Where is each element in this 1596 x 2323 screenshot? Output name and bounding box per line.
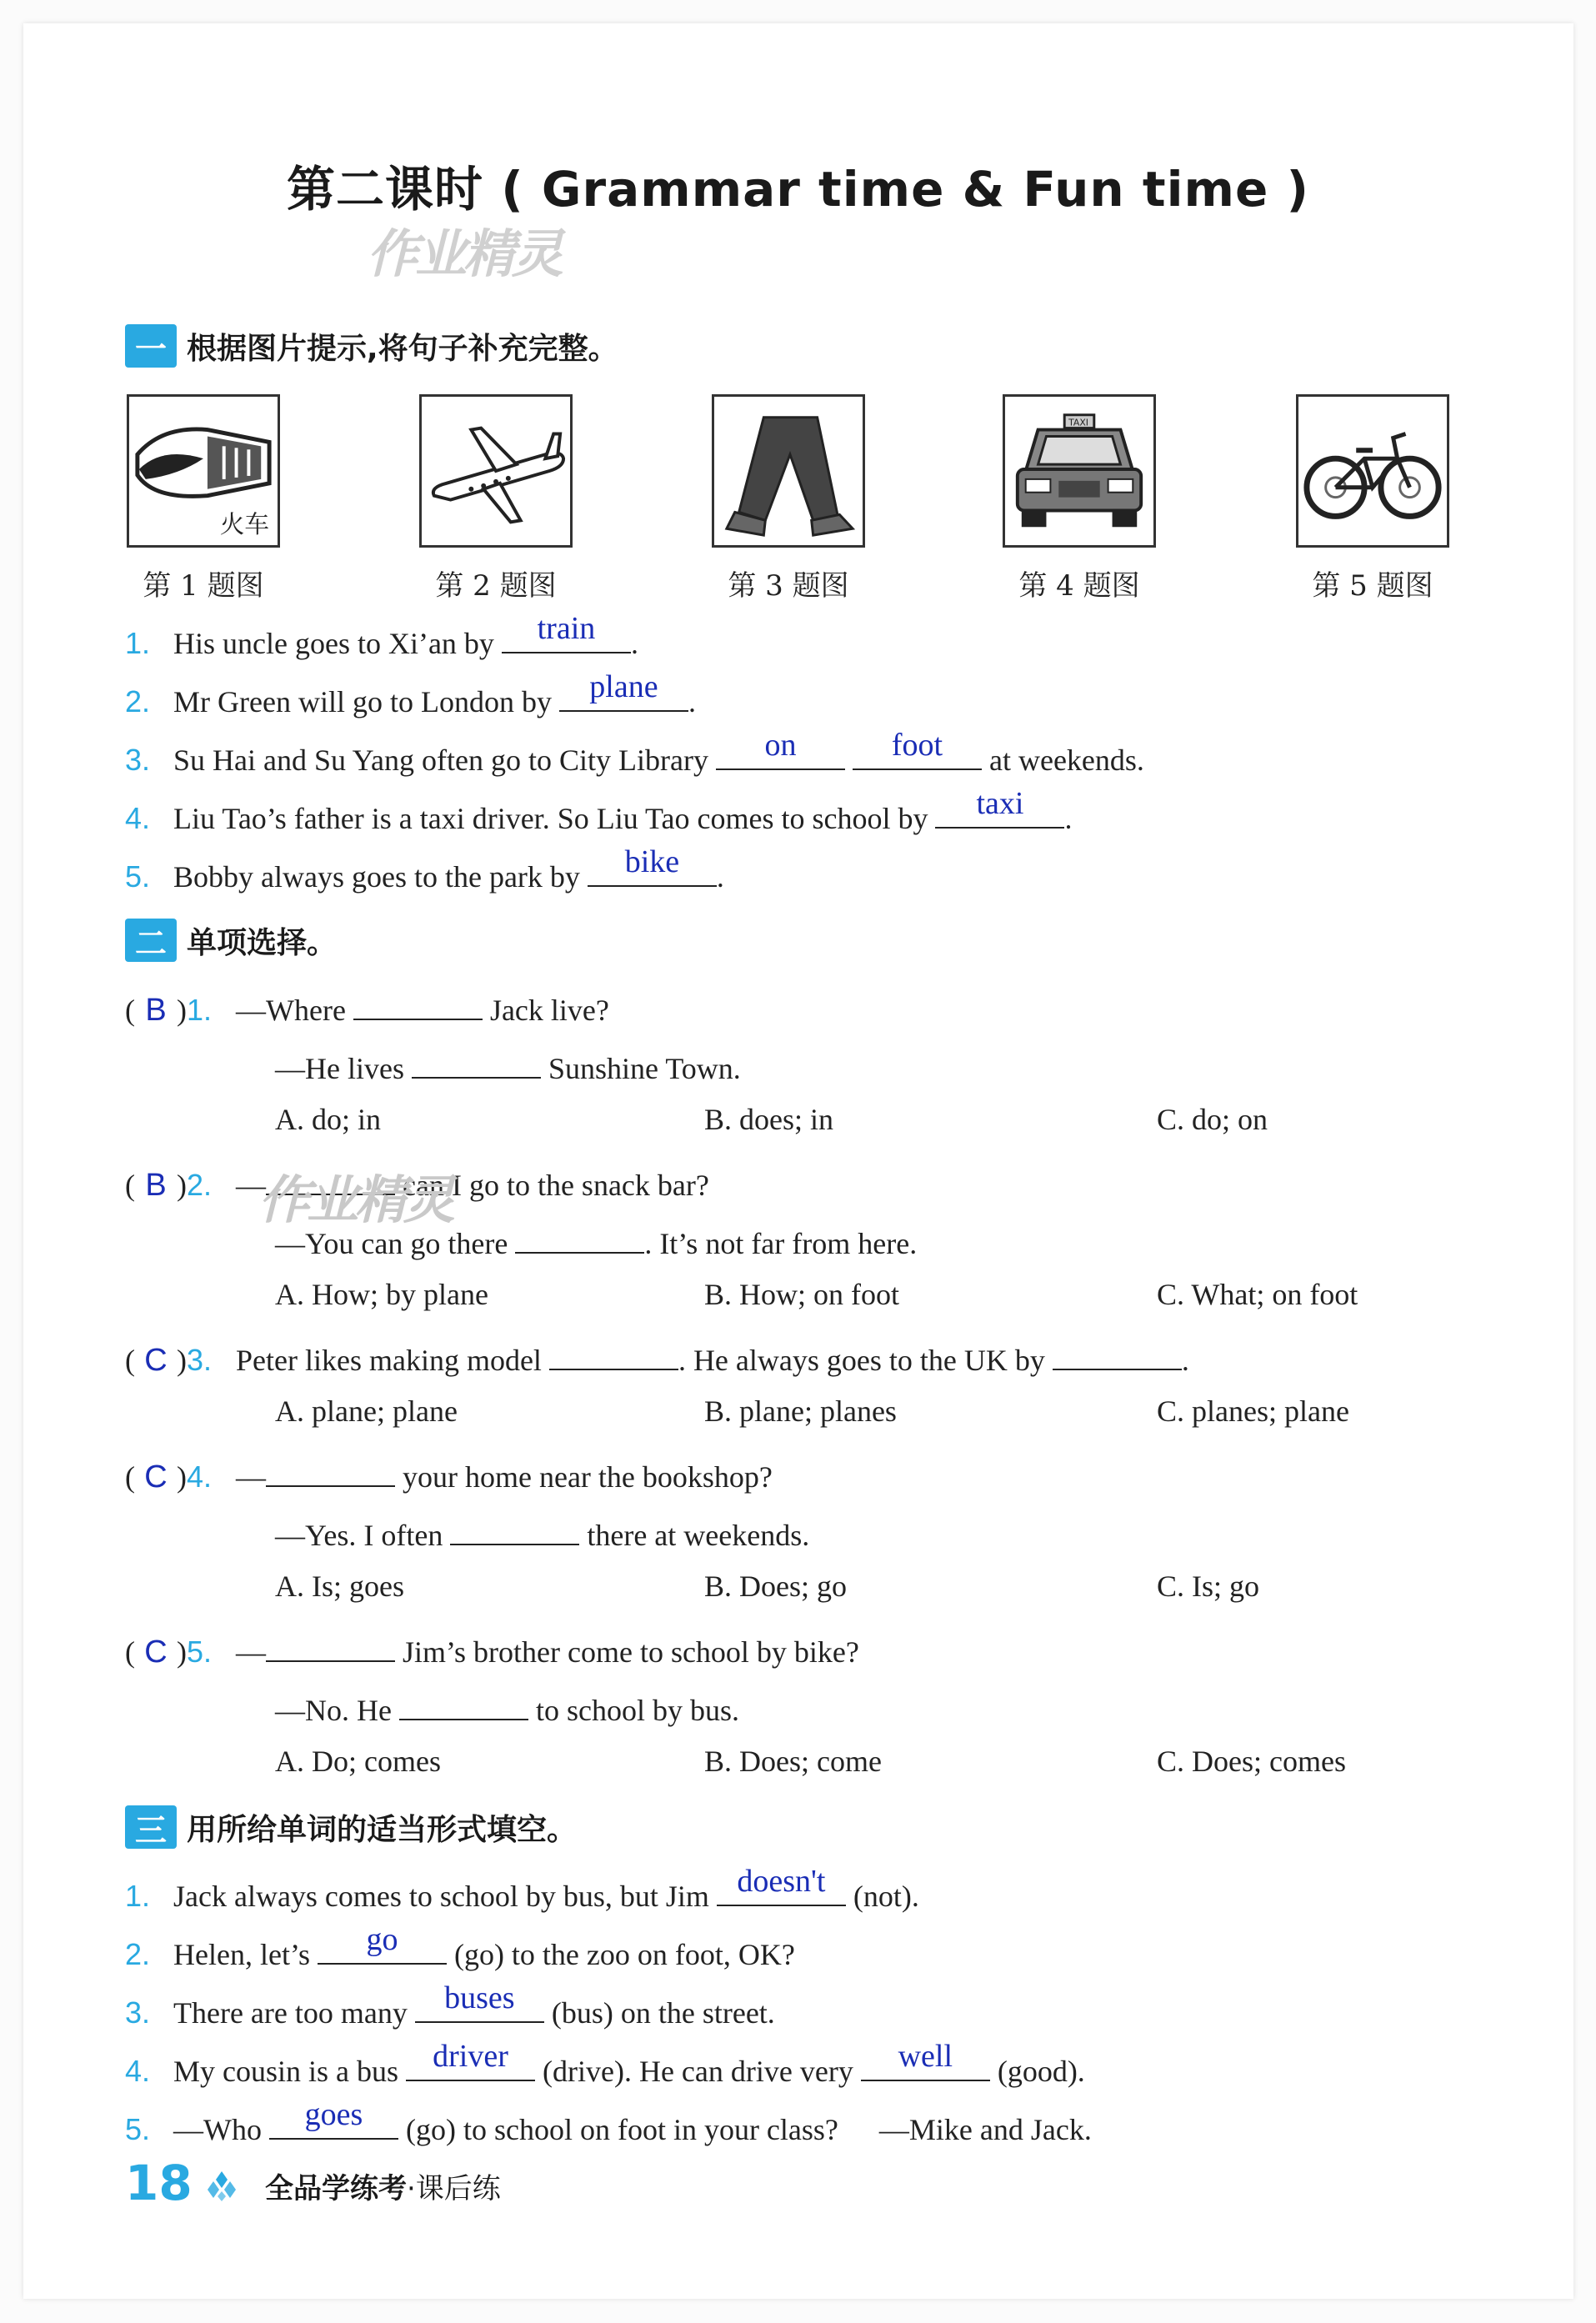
- s3-item-2-answer: go: [366, 1922, 398, 1957]
- s2-q3-paren-close: ): [177, 1344, 187, 1377]
- s2-q1-option-c: C. do; on: [1157, 1103, 1268, 1136]
- s3-item-3-text: There are too many: [173, 1996, 408, 2030]
- s2-q2-text-b: can I go to the snack bar?: [403, 1169, 709, 1202]
- s3-item-2-text: Helen, let’s: [173, 1938, 310, 1971]
- s3-item-1-after: (not).: [853, 1880, 919, 1913]
- s2-q2-num: 2.: [187, 1168, 213, 1202]
- s2-q1-paren-open: (: [125, 994, 135, 1027]
- s1-item-2: [125, 669, 696, 719]
- s3-item-2: [125, 1922, 795, 1972]
- s2-q4-text-c: —Yes. I often: [275, 1519, 443, 1552]
- s2-q4-paren-open: (: [125, 1460, 135, 1494]
- section-2-badge: 二: [125, 919, 177, 962]
- s1-item-4-after: .: [1064, 802, 1073, 835]
- s2-q3-option-a: A. plane; plane: [275, 1394, 458, 1428]
- s2-q4-option-a: A. Is; goes: [275, 1570, 404, 1603]
- s2-q5-choice[interactable]: C: [144, 1635, 168, 1670]
- s2-q5-line2: [275, 1685, 739, 1728]
- s3-item-4-blank-1[interactable]: [406, 2039, 535, 2081]
- bike-icon: [1298, 397, 1447, 545]
- page-number: 18: [125, 2155, 193, 2211]
- s3-item-5-text: —Who: [173, 2113, 262, 2146]
- s3-item-3: [125, 1980, 775, 2030]
- s1-item-3-after: at weekends.: [988, 743, 1144, 777]
- section-2-heading: [125, 915, 337, 965]
- watermark: 作业精灵: [367, 223, 561, 284]
- section-3-badge: 三: [125, 1805, 177, 1849]
- s1-item-3: [125, 728, 1144, 778]
- s3-item-4-answer-2: well: [898, 2039, 953, 2074]
- s2-q3-num: 3.: [187, 1343, 213, 1377]
- s1-item-5-blank[interactable]: [588, 844, 717, 887]
- section-1-badge: 一: [125, 324, 177, 368]
- s3-item-4-num: 4.: [125, 2054, 151, 2088]
- section-3-heading: [125, 1802, 577, 1852]
- section-1-title: 根据图片提示,将句子补充完整。: [187, 331, 618, 366]
- s1-item-1-after: .: [630, 627, 638, 660]
- s2-q1-text-a: —Where: [236, 994, 346, 1027]
- s3-item-5-tail: —Mike and Jack.: [878, 2113, 1092, 2146]
- s1-item-4-blank[interactable]: [935, 786, 1064, 829]
- s1-item-4: [125, 786, 1073, 836]
- picture-legs: [712, 394, 865, 548]
- picture-caption-5: 第 5 题图: [1312, 569, 1433, 603]
- s2-q1-choice[interactable]: B: [145, 993, 167, 1028]
- s1-item-5-text: Bobby always goes to the park by: [173, 860, 580, 894]
- train-icon: [129, 397, 278, 545]
- s2-q2-choice[interactable]: B: [145, 1168, 167, 1203]
- footer-brand: [265, 2165, 501, 2206]
- s2-q5-num: 5.: [187, 1635, 213, 1669]
- s1-item-3-blank-1[interactable]: [716, 728, 845, 770]
- s1-item-3-blank-2[interactable]: [853, 728, 982, 770]
- s2-q3-blank-1: [549, 1335, 678, 1370]
- s3-item-1-blank[interactable]: [717, 1864, 846, 1906]
- footer-sub: 课后练: [415, 2172, 501, 2205]
- s2-q1-num: 1.: [187, 993, 213, 1027]
- s1-item-2-after: .: [688, 685, 696, 718]
- s3-item-1-num: 1.: [125, 1879, 151, 1913]
- picture-plane: [419, 394, 573, 548]
- s2-q4-blank-2: [450, 1510, 579, 1545]
- legs-walking-icon: [714, 397, 863, 545]
- s3-item-2-blank[interactable]: [318, 1922, 447, 1965]
- s2-q1-blank-1: [353, 985, 483, 1020]
- s2-q1-text-b: Jack live?: [489, 994, 609, 1027]
- s3-item-3-answer: buses: [444, 1980, 515, 2015]
- diamond-icon: [205, 2170, 238, 2207]
- s3-item-4-mid: (drive). He can drive very: [543, 2055, 853, 2088]
- s1-item-3-answer-2: foot: [891, 728, 943, 763]
- s1-item-1-blank[interactable]: [502, 611, 631, 653]
- s1-item-2-blank[interactable]: [559, 669, 688, 712]
- picture-bike: [1296, 394, 1449, 548]
- s2-q2-option-a: A. How; by plane: [275, 1278, 488, 1311]
- s2-q1-option-a: A. do; in: [275, 1103, 382, 1136]
- s1-item-2-num: 2.: [125, 684, 151, 718]
- s2-q3-text-c: .: [1181, 1344, 1189, 1377]
- s3-item-4: [125, 2039, 1085, 2089]
- s2-q2-option-c: C. What; on foot: [1157, 1278, 1358, 1311]
- footer-dot: ·: [407, 2172, 416, 2205]
- s2-q2-paren-open: (: [125, 1169, 135, 1202]
- section-2-title: 单项选择。: [187, 925, 338, 960]
- s3-item-2-num: 2.: [125, 1937, 151, 1971]
- s2-q5-text-d: to school by bus.: [535, 1694, 739, 1727]
- s1-item-3-text: Su Hai and Su Yang often go to City Library: [173, 743, 708, 777]
- section-3-title: 用所给单词的适当形式填空。: [187, 1812, 578, 1847]
- s1-item-1-answer: train: [537, 611, 596, 646]
- s1-item-3-answer-1: on: [764, 728, 797, 763]
- s1-item-4-text: Liu Tao’s father is a taxi driver. So Liu Tao comes to school by: [173, 802, 928, 835]
- taxi-label: TAXI: [1068, 417, 1089, 428]
- s2-q3-paren-open: (: [125, 1344, 135, 1377]
- s2-q4-num: 4.: [187, 1459, 213, 1494]
- s3-item-1-answer: doesn't: [737, 1864, 826, 1899]
- s2-q1-line2: [275, 1044, 741, 1086]
- s2-q4-line1: [125, 1452, 773, 1495]
- s1-item-4-answer: taxi: [976, 786, 1024, 821]
- picture-caption-2: 第 2 题图: [435, 569, 557, 603]
- s1-item-5: [125, 844, 724, 894]
- s3-item-3-num: 3.: [125, 1995, 151, 2030]
- taxi-icon: [1005, 397, 1153, 545]
- watermark-2: 作业精灵: [258, 1169, 453, 1230]
- section-1-heading: [125, 321, 618, 371]
- s2-q1-text-d: Sunshine Town.: [548, 1052, 741, 1085]
- title-en: ( Grammar time & Fun time ): [501, 161, 1309, 218]
- picture-caption-4: 第 4 题图: [1018, 569, 1140, 603]
- s2-q3-text-b: . He always goes to the UK by: [678, 1344, 1045, 1377]
- s3-item-5-after: (go) to school on foot in your class?: [405, 2113, 838, 2146]
- page-title: [0, 150, 1596, 220]
- s2-q5-blank-2: [399, 1685, 528, 1720]
- s1-item-5-after: .: [716, 860, 724, 894]
- s2-q5-option-a: A. Do; comes: [275, 1745, 441, 1778]
- s3-item-3-after: (bus) on the street.: [551, 1996, 775, 2030]
- s2-q1-paren-close: ): [177, 994, 187, 1027]
- picture-taxi: [1003, 394, 1156, 548]
- s3-item-4-blank-2[interactable]: [861, 2039, 990, 2081]
- s2-q3-blank-2: [1053, 1335, 1182, 1370]
- s3-item-4-answer-1: driver: [433, 2039, 508, 2074]
- s2-q5-text-a: —: [236, 1635, 266, 1669]
- s2-q2-text-d: . It’s not far from here.: [644, 1227, 918, 1260]
- train-label: 火车: [219, 509, 270, 539]
- title-cn: 第二课时: [286, 161, 483, 218]
- s2-q3-option-c: C. planes; plane: [1157, 1394, 1349, 1428]
- s2-q4-paren-close: ): [177, 1460, 187, 1494]
- s3-item-5-blank[interactable]: [269, 2097, 398, 2140]
- s1-item-5-answer: bike: [624, 844, 680, 879]
- picture-caption-3: 第 3 题图: [728, 569, 849, 603]
- s2-q4-option-b: B. Does; go: [704, 1570, 847, 1603]
- s3-item-5-num: 5.: [125, 2112, 151, 2146]
- s2-q4-line2: [275, 1510, 809, 1553]
- s2-q5-paren-open: (: [125, 1635, 135, 1669]
- footer-brand-name: 全品学练考: [265, 2172, 407, 2205]
- s1-item-5-num: 5.: [125, 859, 151, 894]
- s1-item-1: [125, 611, 638, 661]
- s3-item-2-after: (go) to the zoo on foot, OK?: [453, 1938, 795, 1971]
- s2-q4-choice[interactable]: C: [144, 1459, 168, 1494]
- s2-q1-line1: [125, 985, 609, 1029]
- s2-q2-blank-2: [515, 1219, 644, 1254]
- picture-caption-1: 第 1 题图: [143, 569, 264, 603]
- s3-item-5: [125, 2097, 1092, 2147]
- s2-q5-blank-1: [266, 1627, 395, 1662]
- s2-q4-option-c: C. Is; go: [1157, 1570, 1260, 1603]
- s1-item-1-text: His uncle goes to Xi’an by: [173, 627, 494, 660]
- s1-item-4-num: 4.: [125, 801, 151, 835]
- s2-q4-blank-1: [266, 1452, 395, 1487]
- s2-q4-text-b: your home near the bookshop?: [403, 1460, 773, 1494]
- s3-item-5-answer: goes: [304, 2097, 363, 2132]
- s2-q5-option-c: C. Does; comes: [1157, 1745, 1346, 1778]
- s2-q1-option-b: B. does; in: [704, 1103, 834, 1136]
- s3-item-3-blank[interactable]: [415, 1980, 544, 2023]
- s3-item-4-text: My cousin is a bus: [173, 2055, 398, 2088]
- s2-q5-text-b: Jim’s brother come to school by bike?: [403, 1635, 859, 1669]
- s1-item-2-text: Mr Green will go to London by: [173, 685, 552, 718]
- plane-icon: [422, 397, 570, 545]
- s2-q2-paren-close: ): [177, 1169, 187, 1202]
- s2-q5-line1: [125, 1627, 859, 1670]
- s3-item-4-after: (good).: [997, 2055, 1085, 2088]
- s2-q3-option-b: B. plane; planes: [704, 1394, 897, 1428]
- s2-q3-text-a: Peter likes making model: [236, 1344, 542, 1377]
- s2-q3-line1: [125, 1335, 1189, 1379]
- s2-q5-option-b: B. Does; come: [704, 1745, 882, 1778]
- s1-item-3-num: 3.: [125, 743, 151, 777]
- s1-item-2-answer: plane: [589, 669, 658, 704]
- s2-q4-text-a: —: [236, 1460, 266, 1494]
- s2-q5-paren-close: ): [177, 1635, 187, 1669]
- s3-item-1-text: Jack always comes to school by bus, but Jim: [173, 1880, 709, 1913]
- s2-q3-choice[interactable]: C: [144, 1343, 168, 1378]
- s2-q5-text-c: —No. He: [275, 1694, 392, 1727]
- s2-q2-text-a: —: [236, 1169, 266, 1202]
- s2-q4-text-d: there at weekends.: [587, 1519, 810, 1552]
- s2-q1-blank-2: [412, 1044, 541, 1079]
- s1-item-1-num: 1.: [125, 626, 151, 660]
- s2-q1-text-c: —He lives: [275, 1052, 404, 1085]
- picture-train: [127, 394, 280, 548]
- s3-item-1: [125, 1864, 919, 1914]
- s2-q2-text-c: —You can go there: [275, 1227, 508, 1260]
- s2-q2-option-b: B. How; on foot: [704, 1278, 899, 1311]
- s2-q2-line2: [275, 1219, 917, 1261]
